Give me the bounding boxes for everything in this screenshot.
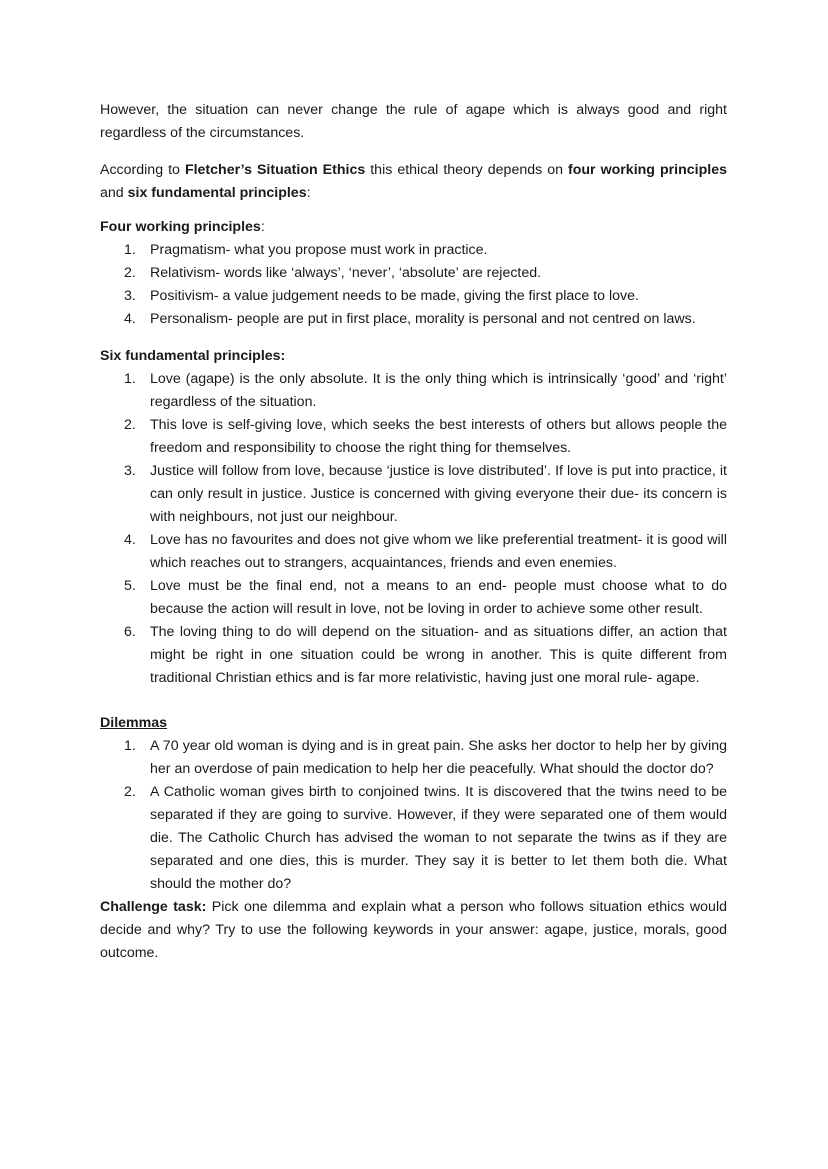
fletcher-bold-2: four working principles [568,162,727,178]
list-item [100,239,727,262]
list-item [100,285,727,308]
dilemmas-list [100,735,727,896]
list-item-text: Pragmatism- what you propose must work in practice. [150,242,488,258]
list-number: 1. [124,371,136,387]
list-item-text: Positivism- a value judgement needs to be made, giving the first place to love. [150,288,639,304]
challenge-task-text: Pick one dilemma and explain what a person who follows situation ethics would decide and why? Try to use the following keywords in your answer: agape, justice, morals, good outcome. [100,899,727,961]
fletcher-paragraph [100,159,727,205]
list-item-text: Justice will follow from love, because ‘justice is love distributed’. If love is put into practice, it can only result in justice. Justice is concerned with giving everyone their due- its concern is with neighbours, not just our neighbour. [150,463,727,525]
challenge-task-paragraph [100,896,727,965]
list-item [100,529,727,575]
list-number: 1. [124,242,136,258]
list-item-text: Personalism- people are put in first place, morality is personal and not centred on laws. [150,311,696,327]
list-item-text: A Catholic woman gives birth to conjoined twins. It is discovered that the twins need to be separated if they are going to survive. However, if they were separated one of them would die. The Catholic Church has advised the woman to not separate the twins as if they are separated and one dies, this is murder. They say it is better to let them both die. What should the mother do? [150,784,727,892]
fletcher-text-1: According to [100,162,185,178]
working-heading-text: Four working principles [100,219,261,235]
list-number: 2. [124,417,136,433]
list-item-text: Love must be the final end, not a means to an end- people must choose what to do because the action will result in love, not be loving in order to achieve some other result. [150,578,727,617]
list-item-text: Love has no favourites and does not give whom we like preferential treatment- it is good will which reaches out to strangers, acquaintances, friends and even enemies. [150,532,727,571]
list-item-text: This love is self-giving love, which seeks the best interests of others but allows people the freedom and responsibility to choose the right thing for themselves. [150,417,727,456]
list-number: 4. [124,311,136,327]
list-item [100,308,727,331]
working-heading-suffix: : [260,219,265,235]
list-number: 6. [124,624,136,640]
dilemmas-heading: Dilemmas [100,715,168,731]
list-number: 3. [124,463,136,479]
fundamental-principles-list [100,368,727,690]
list-item [100,460,727,529]
fletcher-text-3: and [100,185,128,201]
list-number: 4. [124,532,136,548]
list-item [100,262,727,285]
list-item-text: Relativism- words like ‘always’, ‘never’, ‘absolute’ are rejected. [150,265,542,281]
intro-paragraph: However, the situation can never change the rule of agape which is always good and right regardless of the circumstances. [100,102,727,141]
fletcher-text-2: this ethical theory depends on [365,162,568,178]
working-principles-heading [100,216,727,239]
list-number: 5. [124,578,136,594]
working-principles-list [100,239,727,331]
list-item [100,575,727,621]
list-number: 2. [124,265,136,281]
list-item [100,368,727,414]
list-item [100,414,727,460]
list-item-text: The loving thing to do will depend on the situation- and as situations differ, an action that might be right in one situation could be wrong in another. This is quite different from traditional Christian ethics and is far more relativistic, having just one moral rule- agape. [150,624,727,686]
document-page [100,99,727,965]
fletcher-text-4: : [306,185,311,201]
fundamental-principles-heading: Six fundamental principles: [100,348,286,364]
fletcher-bold-3: six fundamental principles [127,185,307,201]
list-number: 3. [124,288,136,304]
list-item [100,735,727,781]
challenge-task-label: Challenge task: [100,899,207,915]
list-number: 1. [124,738,136,754]
fletcher-bold-1: Fletcher’s Situation Ethics [184,162,366,178]
list-item-text: A 70 year old woman is dying and is in great pain. She asks her doctor to help her by giving her an overdose of pain medication to help her die peacefully. What should the doctor do? [150,738,727,777]
list-item [100,621,727,690]
list-number: 2. [124,784,136,800]
list-item [100,781,727,896]
list-item-text: Love (agape) is the only absolute. It is the only thing which is intrinsically ‘good’ and ‘right’ regardless of the situation. [150,371,727,410]
